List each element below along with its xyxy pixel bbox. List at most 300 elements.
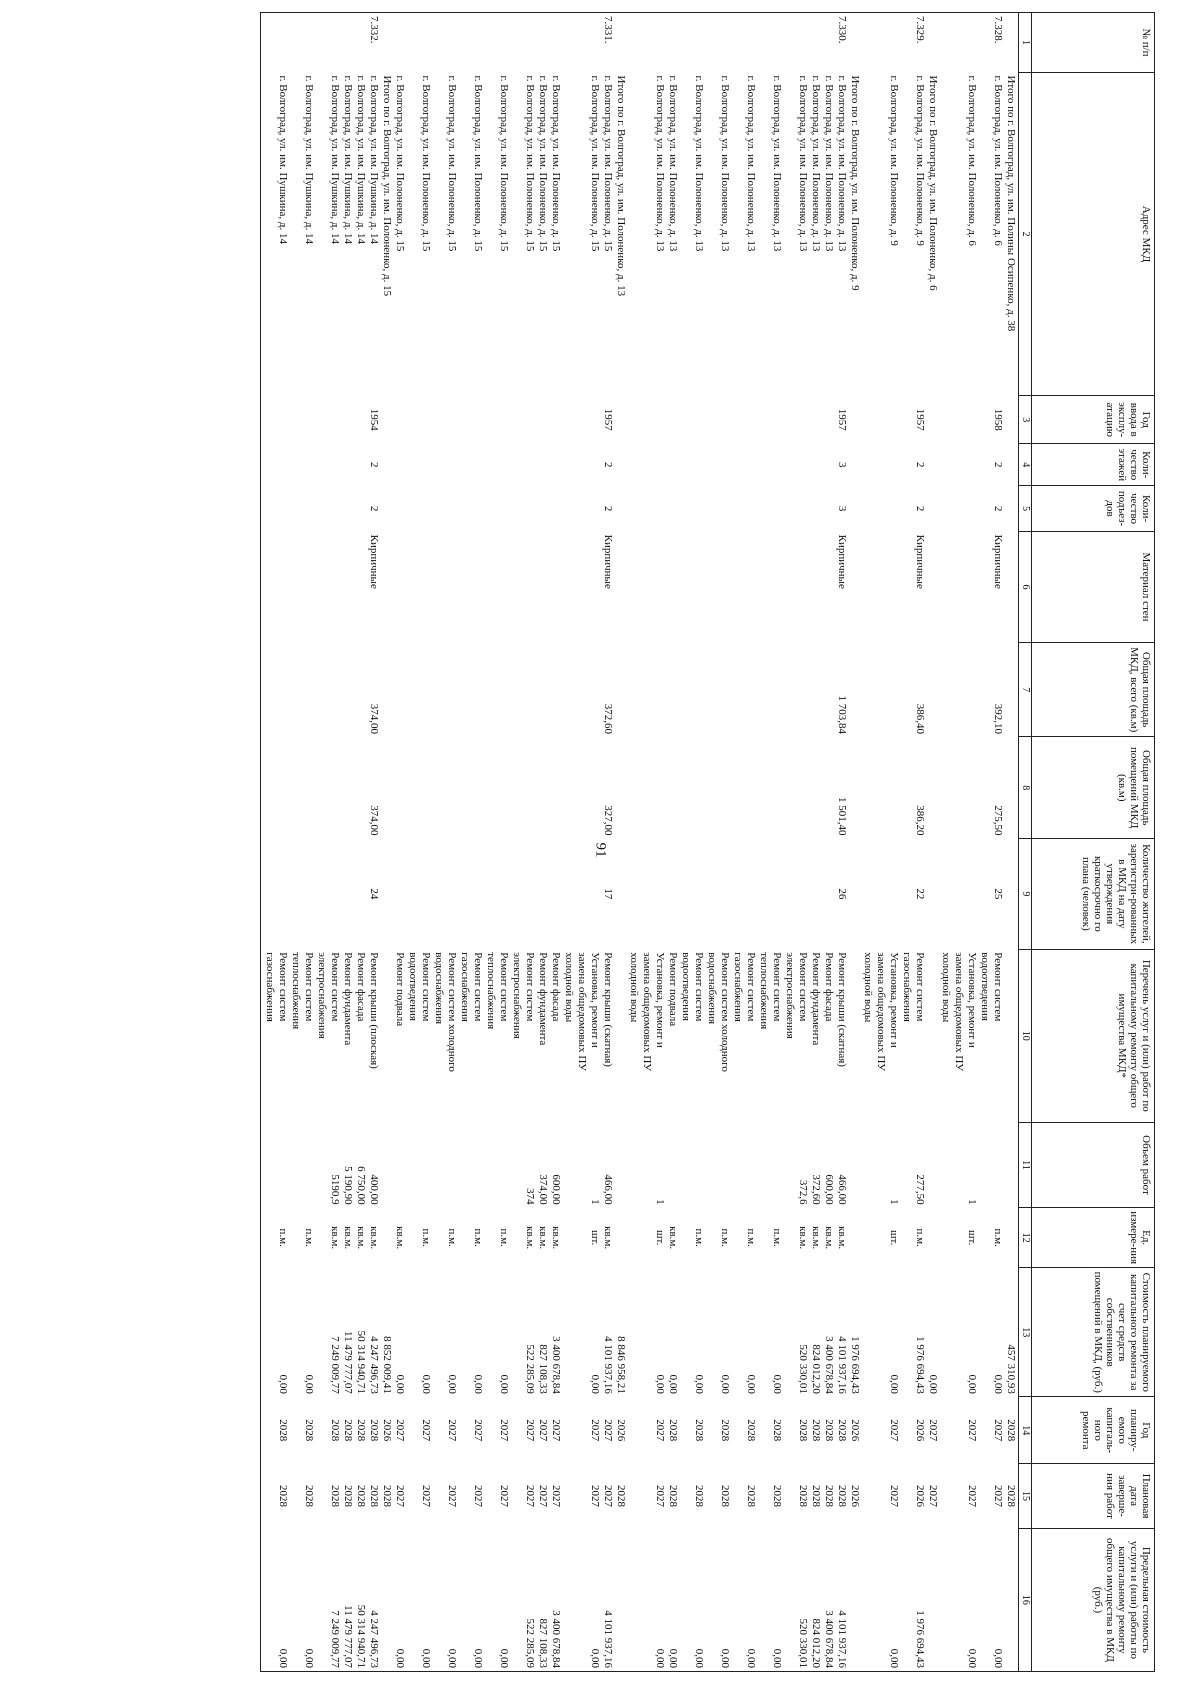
cell-col-14: 2027 — [420, 1419, 432, 1442]
cell-col-1 — [328, 13, 341, 73]
cell-col-3 — [640, 396, 653, 444]
cell-col-3 — [952, 396, 965, 444]
cell-col-4 — [328, 444, 341, 486]
cell-col-3 — [263, 396, 276, 444]
cell-col-4 — [523, 444, 536, 486]
table-row — [471, 13, 484, 1672]
cell-col-5 — [419, 486, 432, 532]
cell-col-1 — [276, 13, 289, 73]
cell-col-5 — [458, 486, 471, 532]
cell-col-11 — [679, 1122, 692, 1207]
cell-col-12 — [380, 1208, 393, 1268]
cell-col-5 — [874, 486, 887, 532]
cell-col-13: 522 285,09 — [524, 1344, 536, 1394]
cell-col-2 — [952, 72, 965, 395]
cell-col-15 — [263, 1464, 276, 1529]
cell-col-16: 0,00 — [445, 1528, 458, 1671]
cell-col-4 — [770, 444, 783, 486]
cell-col-4 — [419, 444, 432, 486]
cell-col-13 — [679, 1268, 692, 1397]
cell-col-12: п.м. — [472, 1228, 484, 1247]
table-row — [913, 13, 926, 1672]
cell-col-1 — [471, 13, 484, 73]
cell-col-11 — [380, 1122, 393, 1207]
cell-col-8 — [718, 737, 731, 839]
cell-col-13 — [432, 1268, 445, 1397]
cell-col-14: 2028 — [745, 1419, 757, 1442]
cell-col-15 — [900, 1464, 913, 1529]
cell-col-1 — [887, 13, 900, 73]
cell-col-11 — [783, 1122, 796, 1207]
cell-col-7 — [822, 642, 835, 737]
cell-col-4 — [848, 444, 861, 486]
cell-col-6 — [289, 532, 302, 643]
cell-col-11: 600,00 — [550, 1174, 562, 1205]
cell-col-8 — [965, 737, 978, 839]
cell-col-13 — [731, 1268, 744, 1397]
cell-col-11 — [302, 1122, 315, 1207]
cell-col-11 — [926, 1122, 939, 1207]
cell-col-15: 2028 — [368, 1485, 380, 1508]
cell-col-9 — [978, 839, 991, 950]
cell-col-10: Ремонт систем — [329, 952, 341, 1022]
cell-col-1 — [640, 13, 653, 73]
cell-col-6 — [315, 532, 328, 643]
cell-col-6 — [536, 532, 549, 643]
cell-col-12 — [562, 1208, 575, 1268]
cell-col-5 — [432, 486, 445, 532]
cell-col-16: 0,00 — [393, 1528, 406, 1671]
cell-col-6 — [666, 532, 679, 643]
cell-col-8 — [341, 737, 354, 839]
cell-col-9 — [471, 839, 484, 950]
cell-col-11 — [627, 1122, 640, 1207]
column-number-14: 14 — [1019, 1397, 1032, 1464]
cell-col-1 — [536, 13, 549, 73]
table-row — [328, 13, 341, 1672]
cell-col-16: 7 249 009,77 — [328, 1528, 341, 1671]
cell-col-7 — [484, 642, 497, 737]
cell-col-13: 8 852 009,41 — [381, 1336, 393, 1394]
cell-col-1 — [341, 13, 354, 73]
cell-col-12 — [978, 1208, 991, 1268]
cell-col-2: г. Волгоград, ул. им. Полоненко, д. 13 — [836, 75, 848, 252]
cell-col-16: 0,00 — [666, 1528, 679, 1671]
cell-col-11: 374 — [524, 1188, 536, 1205]
cell-col-13: 0,00 — [472, 1374, 484, 1394]
cell-col-1 — [445, 13, 458, 73]
cell-col-9 — [744, 839, 757, 950]
cell-col-13: 4 101 937,16 — [602, 1336, 614, 1394]
table-row — [510, 13, 523, 1672]
cell-col-15: 2028 — [355, 1485, 367, 1508]
cell-col-10: Установка, ремонт и — [888, 952, 900, 1048]
cell-col-5 — [926, 486, 939, 532]
cell-col-11 — [874, 1122, 887, 1207]
cell-col-3 — [757, 396, 770, 444]
bottom-border-cell — [261, 532, 264, 643]
cell-col-11 — [1004, 1122, 1019, 1207]
cell-col-1 — [653, 13, 666, 73]
cell-col-14 — [939, 1397, 952, 1464]
cell-col-12 — [900, 1208, 913, 1268]
cell-col-8: 386,20 — [914, 805, 926, 836]
table-row — [601, 13, 614, 1672]
cell-col-15 — [315, 1464, 328, 1529]
cell-col-5 — [484, 486, 497, 532]
cell-col-4 — [900, 444, 913, 486]
cell-col-8 — [848, 737, 861, 839]
cell-col-10: водоснабжения — [433, 952, 445, 1025]
cell-col-2: г. Волгоград, ул. им. Полоненко, д. 13 — [771, 75, 783, 252]
cell-col-9 — [900, 839, 913, 950]
cell-col-9 — [887, 839, 900, 950]
cell-col-4: 2 — [914, 461, 926, 468]
cell-col-13 — [874, 1268, 887, 1397]
cell-col-12 — [458, 1208, 471, 1268]
cell-col-12 — [510, 1208, 523, 1268]
cell-col-13: 0,00 — [693, 1374, 705, 1394]
cell-col-11 — [731, 1122, 744, 1207]
cell-col-5 — [562, 486, 575, 532]
cell-col-14 — [289, 1397, 302, 1464]
cell-col-7 — [848, 642, 861, 737]
cell-col-16 — [510, 1528, 523, 1671]
table-row — [419, 13, 432, 1672]
cell-col-6 — [380, 532, 393, 643]
cell-col-8 — [549, 737, 562, 839]
cell-col-16: 0,00 — [744, 1528, 757, 1671]
cell-col-5: 2 — [602, 505, 614, 512]
cell-col-3 — [289, 396, 302, 444]
table-row — [705, 13, 718, 1672]
cell-col-6 — [276, 532, 289, 643]
table-row — [679, 13, 692, 1672]
cell-col-4 — [341, 444, 354, 486]
cell-col-10: газоснабжения — [264, 952, 276, 1022]
cell-col-6 — [406, 532, 419, 643]
cell-col-7 — [796, 642, 809, 737]
cell-col-14: 2028 — [810, 1419, 822, 1442]
cell-col-2: г. Волгоград, ул. им. Полоненко, д. 13 — [823, 75, 835, 252]
cell-col-10: теплоснабжения — [758, 952, 770, 1030]
cell-col-13 — [562, 1268, 575, 1397]
cell-col-1: 7.331. — [601, 13, 614, 73]
cell-col-10: Ремонт фасада — [823, 952, 835, 1022]
cell-col-4 — [874, 444, 887, 486]
column-number-6: 6 — [1019, 532, 1032, 643]
cell-col-8 — [653, 737, 666, 839]
cell-col-1 — [315, 13, 328, 73]
cell-col-8 — [497, 737, 510, 839]
cell-col-3 — [276, 396, 289, 444]
cell-col-8 — [536, 737, 549, 839]
cell-col-14: 2027 — [888, 1419, 900, 1442]
cell-col-10: Ремонт систем — [303, 952, 315, 1022]
cell-col-7 — [731, 642, 744, 737]
cell-col-13: 8 846 958,21 — [615, 1336, 627, 1394]
cell-col-1 — [627, 13, 640, 73]
cell-col-2: г. Волгоград, ул. им. Полоненко, д. 13 — [693, 75, 705, 252]
cell-col-2: г. Волгоград, ул. им. Пушкина, д. 14 — [277, 75, 289, 245]
cell-col-3 — [588, 396, 601, 444]
cell-col-3 — [497, 396, 510, 444]
cell-col-13: 0,00 — [303, 1374, 315, 1394]
cell-col-8 — [692, 737, 705, 839]
cell-col-2: г. Волгоград, ул. им. Полоненко, д. 15 — [394, 75, 406, 252]
cell-col-6: Кирпичные — [992, 534, 1004, 589]
cell-col-15 — [289, 1464, 302, 1529]
column-number-9: 9 — [1019, 839, 1032, 950]
cell-col-13: 0,00 — [992, 1374, 1004, 1394]
cell-col-7 — [939, 642, 952, 737]
table-row — [367, 13, 380, 1672]
cell-col-10: Ремонт крыши (плоская) — [368, 952, 380, 1069]
cell-col-10 — [848, 949, 861, 1122]
cell-col-15: 2026 — [914, 1485, 926, 1508]
cell-col-8 — [562, 737, 575, 839]
cell-col-1 — [926, 13, 939, 73]
cell-col-14 — [627, 1397, 640, 1464]
cell-col-11 — [848, 1122, 861, 1207]
table-row — [718, 13, 731, 1672]
column-header-3: Год ввода в эксплу-атацию — [1032, 396, 1155, 444]
cell-col-9 — [731, 839, 744, 950]
cell-col-15: 2027 — [927, 1485, 939, 1508]
cell-col-11 — [393, 1122, 406, 1207]
cell-col-6 — [484, 532, 497, 643]
cell-col-1 — [692, 13, 705, 73]
cell-col-11 — [952, 1122, 965, 1207]
cell-col-5 — [770, 486, 783, 532]
cell-col-6: Кирпичные — [602, 534, 614, 589]
cell-col-13: 0,00 — [498, 1374, 510, 1394]
cell-col-13 — [783, 1268, 796, 1397]
table-row — [549, 13, 562, 1672]
cell-col-3 — [302, 396, 315, 444]
cell-col-15: 2028 — [836, 1485, 848, 1508]
cell-col-6 — [419, 532, 432, 643]
column-number-7: 7 — [1019, 642, 1032, 737]
cell-col-15 — [406, 1464, 419, 1529]
cell-col-16: 3 400 678,84 — [822, 1528, 835, 1671]
cell-col-2: г. Волгоград, ул. им. Полоненко, д. 13 — [810, 75, 822, 252]
cell-col-12: шт. — [888, 1230, 900, 1246]
cell-col-14: 2026 — [914, 1419, 926, 1442]
cell-col-9 — [380, 839, 393, 950]
cell-col-13 — [861, 1268, 874, 1397]
cell-col-12: кв.м. — [342, 1226, 354, 1250]
cell-col-12: кв.м. — [550, 1226, 562, 1250]
column-header-13: Стоимость планируемого капитального ремонта за счет средств собственников помещений в МКД, (руб.) — [1032, 1268, 1155, 1397]
cell-col-8 — [744, 737, 757, 839]
cell-col-3 — [653, 396, 666, 444]
cell-col-5 — [640, 486, 653, 532]
cell-col-12: шт. — [966, 1230, 978, 1246]
cell-col-14: 2027 — [550, 1419, 562, 1442]
cell-col-3 — [926, 396, 939, 444]
cell-col-4 — [1004, 444, 1019, 486]
bottom-border-cell — [261, 396, 264, 444]
cell-col-9 — [965, 839, 978, 950]
cell-col-15: 2028 — [719, 1485, 731, 1508]
cell-col-9 — [523, 839, 536, 950]
cell-col-16: 522 285,09 — [523, 1528, 536, 1671]
cell-col-3 — [874, 396, 887, 444]
table-row — [757, 13, 770, 1672]
cell-col-10 — [380, 949, 393, 1122]
cell-col-11 — [445, 1122, 458, 1207]
page-number: 91 — [592, 842, 609, 858]
cell-col-5 — [744, 486, 757, 532]
cell-col-14: 2028 — [303, 1419, 315, 1442]
cell-col-4 — [263, 444, 276, 486]
bottom-border-cell — [261, 1208, 264, 1268]
cell-col-9: 26 — [836, 888, 848, 900]
cell-col-3 — [458, 396, 471, 444]
cell-col-12: п.м. — [693, 1228, 705, 1247]
cell-col-16: 0,00 — [302, 1528, 315, 1671]
cell-col-10: Ремонт фасада — [550, 952, 562, 1022]
cell-col-7 — [757, 642, 770, 737]
cell-col-14 — [783, 1397, 796, 1464]
cell-col-8 — [1004, 737, 1019, 839]
cell-col-16: 0,00 — [692, 1528, 705, 1671]
cell-col-6 — [393, 532, 406, 643]
cell-col-9 — [575, 839, 588, 950]
cell-col-5 — [653, 486, 666, 532]
cell-col-7 — [809, 642, 822, 737]
cell-col-16 — [874, 1528, 887, 1671]
cell-col-11 — [510, 1122, 523, 1207]
cell-col-11 — [263, 1122, 276, 1207]
cell-col-6 — [952, 532, 965, 643]
cell-col-13: 0,00 — [667, 1374, 679, 1394]
cell-col-12: кв.м. — [823, 1226, 835, 1250]
cell-col-4 — [302, 444, 315, 486]
cell-col-11: 1 — [888, 1199, 900, 1205]
cell-col-4 — [679, 444, 692, 486]
cell-col-14 — [640, 1397, 653, 1464]
column-header-16: Предельная стоимость услуги и (или) работы по капитальному ремонту общего имущества в МКД (руб.) — [1032, 1528, 1155, 1671]
column-number-1: 1 — [1019, 13, 1032, 73]
cell-col-8 — [588, 737, 601, 839]
cell-col-16 — [900, 1528, 913, 1671]
cell-col-2 — [731, 72, 744, 395]
table-row — [731, 13, 744, 1672]
cell-col-5 — [939, 486, 952, 532]
cell-col-16 — [484, 1528, 497, 1671]
cell-col-9: 22 — [914, 888, 926, 900]
cell-col-6 — [978, 532, 991, 643]
cell-col-7 — [861, 642, 874, 737]
cell-col-8 — [861, 737, 874, 839]
column-header-9: Количество жителей, зарегистри-рованных в МКД на дату утверждения краткосрочно го плана (человек) — [1032, 839, 1155, 950]
cell-col-14: 2028 — [797, 1419, 809, 1442]
cell-col-4 — [289, 444, 302, 486]
cell-col-13: 3 400 678,84 — [823, 1336, 835, 1394]
cell-col-12 — [679, 1208, 692, 1268]
cell-col-14: 2027 — [537, 1419, 549, 1442]
cell-col-10: электроснабжения — [784, 952, 796, 1039]
cell-col-8 — [393, 737, 406, 839]
cell-col-10: Ремонт систем — [797, 952, 809, 1022]
cell-col-9 — [510, 839, 523, 950]
table-row — [692, 13, 705, 1672]
cell-col-13 — [939, 1268, 952, 1397]
cell-col-12: кв.м. — [602, 1226, 614, 1250]
cell-col-4 — [861, 444, 874, 486]
cell-col-15 — [640, 1464, 653, 1529]
cell-col-15 — [939, 1464, 952, 1529]
cell-col-7: 392,10 — [992, 703, 1004, 734]
cell-col-15 — [510, 1464, 523, 1529]
cell-col-1 — [354, 13, 367, 73]
cell-col-11 — [744, 1122, 757, 1207]
cell-col-4 — [783, 444, 796, 486]
column-number-16: 16 — [1019, 1528, 1032, 1671]
cell-col-4 — [536, 444, 549, 486]
cell-col-11 — [276, 1122, 289, 1207]
column-number-10: 10 — [1019, 949, 1032, 1122]
table-row — [575, 13, 588, 1672]
cell-col-4 — [354, 444, 367, 486]
cell-col-12: п.м. — [277, 1228, 289, 1247]
cell-col-10: Ремонт систем — [524, 952, 536, 1022]
cell-col-10: Ремонт систем — [693, 952, 705, 1022]
cell-col-15 — [458, 1464, 471, 1529]
cell-col-14: 2026 — [381, 1419, 393, 1442]
cell-col-7 — [497, 642, 510, 737]
cell-col-1 — [393, 13, 406, 73]
cell-col-12: шт. — [654, 1230, 666, 1246]
cell-col-7 — [302, 642, 315, 737]
cell-col-12 — [874, 1208, 887, 1268]
cell-col-2: г. Волгоград, ул. им. Полоненко, д. 15 — [420, 75, 432, 252]
cell-col-15: 2027 — [654, 1485, 666, 1508]
cell-col-1 — [809, 13, 822, 73]
cell-col-10: Ремонт крыши (скатная) — [836, 952, 848, 1067]
cell-col-7 — [393, 642, 406, 737]
cell-col-9 — [952, 839, 965, 950]
cell-col-5 — [848, 486, 861, 532]
cell-col-7 — [952, 642, 965, 737]
cell-col-6 — [679, 532, 692, 643]
cell-col-2: г. Волгоград, ул. им. Полоненко, д. 15 — [524, 75, 536, 252]
cell-col-1 — [965, 13, 978, 73]
cell-col-8 — [705, 737, 718, 839]
table-header — [1019, 13, 1155, 1672]
cell-col-12 — [705, 1208, 718, 1268]
cell-col-2 — [432, 72, 445, 395]
cell-col-3 — [900, 396, 913, 444]
cell-col-10: Ремонт систем — [914, 952, 926, 1022]
cell-col-3: 1957 — [602, 408, 614, 431]
cell-col-5 — [783, 486, 796, 532]
table-body — [261, 13, 1019, 1672]
cell-col-10: теплоснабжения — [290, 952, 302, 1030]
cell-col-5 — [276, 486, 289, 532]
column-header-10: Перечень услуг и (или) работ по капитальному ремонту общего имущества МКД* — [1032, 949, 1155, 1122]
cell-col-14 — [861, 1397, 874, 1464]
cell-col-8 — [263, 737, 276, 839]
cell-col-15: 2026 — [849, 1485, 861, 1508]
cell-col-11 — [939, 1122, 952, 1207]
cell-col-11: 6 750,00 — [355, 1166, 367, 1205]
cell-col-1 — [1004, 13, 1019, 73]
cell-col-7 — [614, 642, 627, 737]
cell-col-1 — [666, 13, 679, 73]
